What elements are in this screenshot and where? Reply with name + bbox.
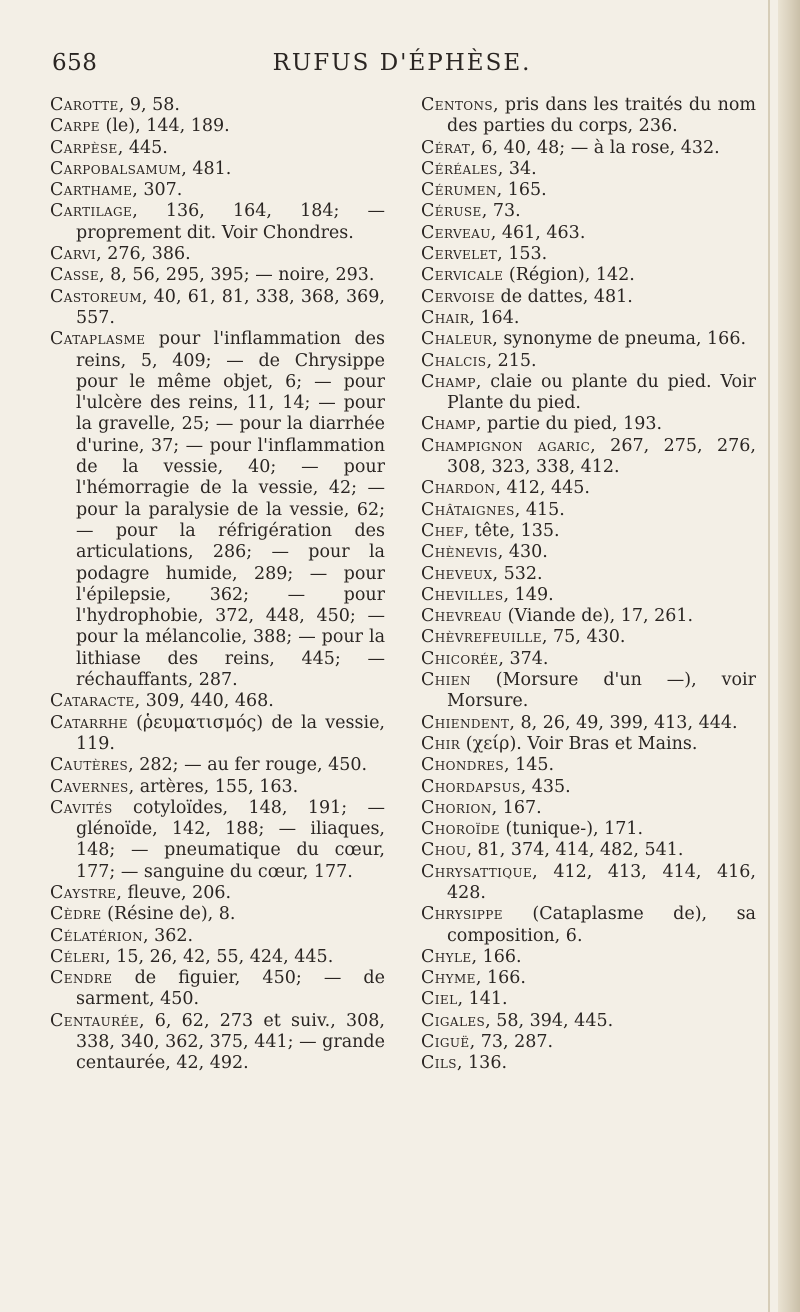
entry-references: , 267, 275, 276, 308, 323, 338, 412. — [447, 435, 756, 478]
index-entry — [421, 564, 756, 585]
index-entry — [421, 478, 756, 499]
entry-headword: Casse — [50, 265, 100, 286]
entry-references: (Résine de), 8. — [101, 904, 236, 925]
index-entry — [421, 947, 756, 968]
index-entry — [421, 1032, 756, 1053]
entry-references: , 167. — [491, 797, 542, 818]
entry-references: , 445. — [117, 137, 168, 158]
entry-references: de figuier, 450; — de sarment, 450. — [76, 968, 385, 1010]
index-entry — [421, 244, 756, 265]
entry-references: (tunique-), 171. — [499, 819, 644, 840]
entry-references: , 481. — [181, 158, 232, 179]
index-entry — [421, 329, 756, 350]
entry-headword: Chevreau — [421, 606, 503, 627]
entry-headword: Cheveux — [421, 563, 493, 584]
index-entry — [421, 500, 756, 521]
index-entry — [421, 755, 756, 776]
entry-references: , 307. — [132, 180, 183, 201]
entry-headword: Carotte — [50, 95, 119, 115]
entry-references: , 34. — [497, 158, 537, 179]
entry-headword: Chrysippe — [421, 904, 503, 925]
entry-references: , 6, 40, 48; — à la rose, 432. — [470, 137, 720, 158]
entry-references: (ῥευματισμός) de la vessie, 119. — [76, 712, 385, 754]
entry-headword: Ciel — [421, 989, 458, 1010]
index-entry — [421, 798, 756, 819]
entry-headword: Cerveau — [421, 222, 491, 243]
index-entry — [421, 351, 756, 372]
index-entry — [421, 989, 756, 1010]
index-entry — [421, 436, 756, 479]
index-entry — [421, 95, 756, 138]
entry-references: pour l'inflammation des reins, 5, 409; — de Chrysippe pour le même objet, 6; — pour l'ulcère des reins, 11, 14; — pour la gravelle, 25; — pour la diarrhée d'urine, 37; — pour l'inflammation de la vessie, 40; — pour l'hémorragie de la vessie, 42; — pour la paralysie de la vessie, 62; — pour la réfrigération des articulations, 286; — pour la podagre humide, 289; — pour l'épilepsie, 362; — pour l'hydrophobie, 372, 448, 450; — pour la mélancolie, 388; — pour la lithiase des reins, 445; — réchauffants, 287. — [76, 329, 385, 691]
entry-references: , 141. — [457, 989, 508, 1010]
index-entry — [50, 968, 385, 1011]
entry-references: , 412, 445. — [495, 478, 590, 499]
index-entry — [50, 201, 385, 244]
entry-references: , 6, 62, 273 et suiv., 308, 338, 340, 362, 375, 441; — grande centaurée, 42, 492. — [76, 1010, 385, 1074]
entry-headword: Cautères — [50, 755, 129, 776]
entry-headword: Châtaignes — [421, 499, 515, 520]
entry-headword: Cavités — [50, 797, 113, 818]
entry-headword: Chef — [421, 520, 464, 541]
entry-headword: Champ — [421, 371, 476, 392]
index-entry — [421, 138, 756, 159]
entry-headword: Cérat — [421, 137, 471, 158]
entry-references: , 136. — [456, 1053, 508, 1074]
entry-references: , 40, 61, 81, 338, 368, 369, 557. — [76, 286, 385, 328]
index-entry — [421, 777, 756, 798]
entry-headword: Cataplasme — [50, 329, 146, 350]
index-entry — [50, 777, 385, 798]
index-entry — [421, 649, 756, 670]
entry-headword: Catarrhe — [50, 712, 128, 733]
entry-references: , 166. — [475, 968, 526, 989]
entry-headword: Chien — [421, 670, 471, 691]
index-entry — [421, 904, 756, 947]
entry-headword: Centaurée — [50, 1010, 139, 1031]
entry-headword: Carthame — [50, 180, 133, 201]
index-entry — [421, 627, 756, 648]
index-entry — [50, 138, 385, 159]
entry-headword: Chyme — [421, 968, 476, 989]
index-entry — [50, 95, 385, 116]
index-entry — [421, 180, 756, 201]
entry-headword: Chaleur — [421, 329, 493, 350]
entry-headword: Céleri — [50, 946, 106, 967]
entry-headword: Céruse — [421, 201, 482, 222]
entry-headword: Chiendent — [421, 712, 510, 733]
index-entry — [421, 606, 756, 627]
entry-references: , 309, 440, 468. — [134, 691, 274, 712]
index-entry — [50, 691, 385, 712]
entry-headword: Choroïde — [421, 819, 500, 840]
entry-references: , 461, 463. — [490, 222, 586, 243]
entry-references: , 136, 164, 184; — proprement dit. Voir Chondres. — [76, 201, 385, 243]
index-entry — [421, 713, 756, 734]
entry-references: , 276, 386. — [96, 244, 191, 265]
entry-headword: Centons — [421, 95, 494, 115]
entry-headword: Chou — [421, 840, 467, 861]
entry-references: , 149. — [503, 584, 554, 605]
entry-headword: Cérumen — [421, 180, 497, 201]
entry-references: , 532. — [492, 563, 543, 584]
entry-references: , 8, 56, 295, 395; — noire, 293. — [99, 265, 375, 286]
entry-headword: Cataracte — [50, 691, 135, 712]
entry-headword: Cavernes — [50, 776, 129, 797]
index-entry — [421, 968, 756, 989]
entry-references: cotyloïdes, 148, 191; — glénoïde, 142, 188; — iliaques, 148; — pneumatique du cœur, 177; — sanguine du cœur, 177. — [76, 797, 385, 882]
entry-references: (Viande de), 17, 261. — [502, 606, 694, 627]
index-entry — [421, 819, 756, 840]
entry-headword: Champ — [421, 414, 476, 435]
entry-references: , claie ou plante du pied. Voir Plante du pied. — [447, 371, 756, 414]
entry-headword: Chènevis — [421, 542, 498, 563]
entry-headword: Cils — [421, 1053, 457, 1074]
entry-references: , 412, 413, 414, 416, 428. — [447, 861, 756, 903]
index-entry — [421, 201, 756, 222]
entry-headword: Carvi — [50, 244, 97, 265]
entry-headword: Cervicale — [421, 265, 504, 286]
entry-references: , 415. — [514, 499, 565, 520]
page-number: 658 — [52, 50, 98, 76]
index-entry — [421, 287, 756, 308]
index-entry — [50, 926, 385, 947]
entry-headword: Chyle — [421, 946, 472, 967]
entry-references: de dattes, 481. — [494, 286, 633, 307]
entry-references: (le), 144, 189. — [99, 116, 230, 137]
index-entry — [50, 244, 385, 265]
entry-headword: Chevilles — [421, 584, 504, 605]
index-entry — [50, 159, 385, 180]
index-entry — [50, 265, 385, 286]
entry-references: , 15, 26, 42, 55, 424, 445. — [105, 946, 334, 967]
index-entry — [421, 585, 756, 606]
entry-headword: Chèvrefeuille — [421, 627, 542, 648]
entry-headword: Cartilage — [50, 201, 133, 222]
index-entry — [50, 329, 385, 691]
index-column-right — [421, 95, 756, 1075]
index-entry — [421, 840, 756, 861]
entry-references: , 165. — [496, 180, 547, 201]
entry-references: , artères, 155, 163. — [128, 776, 299, 797]
entry-references: , 215. — [486, 350, 537, 371]
running-title: RUFUS D'ÉPHÈSE. — [272, 50, 532, 76]
entry-references: , 58, 394, 445. — [485, 1010, 614, 1031]
entry-references: , 9, 58. — [118, 95, 180, 115]
entry-references: (Morsure d'un —), voir Morsure. — [447, 670, 756, 712]
entry-headword: Ciguë — [421, 1032, 470, 1053]
index-entry — [421, 372, 756, 415]
entry-headword: Carpèse — [50, 137, 118, 158]
index-entry — [50, 883, 385, 904]
index-entry — [421, 1011, 756, 1032]
entry-references: , 362. — [143, 925, 194, 946]
entry-references: , 153. — [497, 244, 548, 265]
entry-headword: Chorion — [421, 797, 492, 818]
entry-headword: Cèdre — [50, 904, 102, 925]
entry-headword: Chir — [421, 733, 461, 754]
entry-headword: Cervoise — [421, 286, 495, 307]
entry-headword: Cigales — [421, 1010, 486, 1031]
index-entry — [421, 521, 756, 542]
entry-references: , 430. — [497, 542, 548, 563]
entry-references: , 374. — [498, 648, 549, 669]
index-entry — [421, 862, 756, 905]
entry-headword: Chicorée — [421, 648, 499, 669]
index-entry — [50, 798, 385, 883]
index-entry — [421, 542, 756, 563]
index-entry — [421, 734, 756, 755]
entry-references: , synonyme de pneuma, 166. — [492, 329, 747, 350]
entry-headword: Chair — [421, 307, 470, 328]
entry-references: (χείρ). Voir Bras et Mains. — [460, 733, 698, 754]
entry-headword: Carpobalsamum — [50, 158, 182, 179]
entry-references: , 73. — [481, 201, 521, 222]
index-entry — [50, 116, 385, 137]
index-entry — [421, 265, 756, 286]
entry-headword: Caystre — [50, 882, 117, 903]
index-entry — [50, 904, 385, 925]
entry-headword: Céréales — [421, 158, 498, 179]
entry-references: , 75, 430. — [541, 627, 626, 648]
entry-references: , 282; — au fer rouge, 450. — [128, 755, 368, 776]
index-entry — [421, 1053, 756, 1074]
entry-references: , fleuve, 206. — [116, 882, 232, 903]
entry-references: , 73, 287. — [469, 1032, 554, 1053]
index-entry — [50, 180, 385, 201]
entry-headword: Castoreum — [50, 286, 142, 307]
entry-references: , 145. — [504, 755, 555, 776]
page-header — [52, 50, 752, 84]
entry-references: (Région), 142. — [503, 265, 635, 286]
index-entry — [50, 287, 385, 330]
index-entry — [50, 713, 385, 756]
entry-references: , 435. — [520, 776, 571, 797]
entry-headword: Chalcis — [421, 350, 487, 371]
entry-headword: Célatérion — [50, 925, 144, 946]
entry-references: , 166. — [471, 946, 522, 967]
page-gutter-line — [768, 0, 770, 1312]
entry-references: , 8, 26, 49, 399, 413, 444. — [509, 712, 738, 733]
index-entry — [50, 1011, 385, 1075]
entry-headword: Chondres — [421, 755, 505, 776]
index-entry — [421, 670, 756, 713]
page-edge — [778, 0, 800, 1312]
index-entry — [421, 223, 756, 244]
index-column-left — [50, 95, 385, 1075]
entry-headword: Cendre — [50, 968, 113, 989]
index-entry — [50, 947, 385, 968]
entry-references: , tête, 135. — [463, 520, 560, 541]
index-entry — [421, 414, 756, 435]
entry-headword: Chardon — [421, 478, 496, 499]
entry-headword: Cervelet — [421, 244, 498, 265]
entry-references: , 164. — [469, 307, 520, 328]
entry-references: , pris dans les traités du nom des parties du corps, 236. — [447, 95, 756, 137]
entry-headword: Chordapsus — [421, 776, 521, 797]
entry-references: , partie du pied, 193. — [475, 414, 663, 435]
index-entry — [421, 159, 756, 180]
entry-headword: Champignon agaric — [421, 435, 591, 456]
entry-headword: Chrysattique — [421, 861, 533, 882]
entry-references: (Cataplasme de), sa composition, 6. — [447, 904, 756, 946]
entry-headword: Carpe — [50, 116, 100, 137]
index-entry — [421, 308, 756, 329]
index-entry — [50, 755, 385, 776]
entry-references: , 81, 374, 414, 482, 541. — [466, 840, 684, 861]
